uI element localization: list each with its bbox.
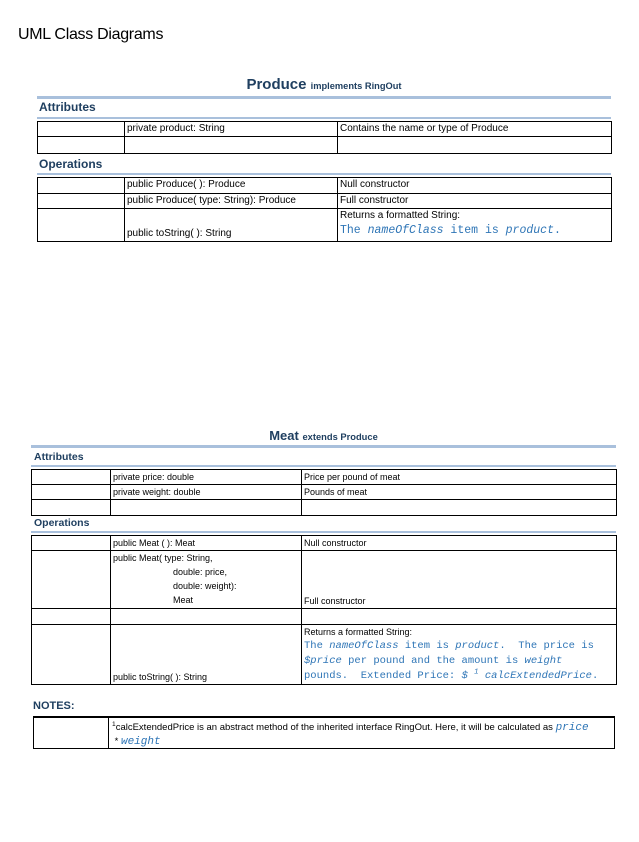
table-cell: [38, 209, 125, 242]
notes-text: [112, 721, 612, 749]
format-text: The: [304, 640, 330, 652]
notes-divider: [108, 718, 109, 748]
format-var: calcExtendedPrice: [478, 670, 592, 682]
format-var: product: [505, 224, 554, 237]
table-row: [32, 536, 617, 551]
signature-line: Meat: [173, 595, 194, 605]
produce-class-title: [37, 76, 611, 93]
produce-attributes-heading: Attributes: [39, 100, 96, 114]
meat-attributes-heading: Attributes: [34, 451, 84, 463]
produce-attributes-table: [37, 121, 612, 154]
meat-operations-heading: Operations: [34, 517, 90, 529]
signature-line: double: price,: [173, 567, 228, 577]
table-row: [38, 122, 612, 137]
format-var: $price: [304, 655, 342, 667]
format-text: item is: [443, 224, 506, 237]
format-text: per pound and the amount is: [341, 655, 525, 667]
meat-op-full-constructor: [111, 551, 302, 609]
meat-class-relation: extends Produce: [302, 432, 378, 442]
notes-body: calcExtendedPrice is an abstract method of the inherited interface RingOut. Here, it will be calculated as: [115, 722, 556, 733]
meat-attr-price-desc: Price per pound of meat: [302, 470, 617, 485]
table-cell: [111, 609, 302, 625]
meat-op-tostring-desc: [302, 625, 617, 685]
table-cell: [32, 536, 111, 551]
produce-op-tostring-desc: [338, 209, 612, 242]
meat-attributes-rule: [31, 465, 616, 467]
table-cell: [38, 122, 125, 137]
table-cell: [302, 609, 617, 625]
produce-attr-product: private product: String: [125, 122, 338, 137]
format-text: . The price is: [499, 640, 594, 652]
table-row: [32, 609, 617, 625]
format-text: .: [553, 224, 561, 237]
format-text: .: [591, 670, 599, 682]
signature-line: double: weight):: [173, 581, 237, 591]
footnote-marker: 1: [474, 668, 479, 677]
format-var: nameOfClass: [367, 224, 444, 237]
notes-operator: *: [112, 736, 121, 747]
table-row: [38, 194, 612, 209]
produce-op-full-constructor: public Produce( type: String): Produce: [125, 194, 338, 209]
format-text: pounds. Extended Price:: [304, 670, 462, 682]
table-row: [38, 178, 612, 194]
produce-class-name: Produce: [246, 76, 307, 93]
format-var: nameOfClass: [329, 640, 399, 652]
table-row: [32, 551, 617, 609]
table-row: [32, 485, 617, 500]
table-cell: [302, 500, 617, 516]
table-cell: [38, 137, 125, 154]
meat-operations-rule: [31, 531, 616, 533]
meat-tostring-desc-label: Returns a formatted String:: [304, 627, 413, 637]
meat-op-null-constructor-desc: Null constructor: [302, 536, 617, 551]
table-cell: [38, 178, 125, 194]
format-line: [304, 639, 614, 654]
format-line: [304, 669, 614, 684]
signature-line: public Meat( type: String,: [113, 553, 213, 563]
meat-title-rule: [31, 445, 616, 448]
produce-op-tostring: public toString( ): String: [125, 209, 338, 242]
notes-var: weight: [120, 736, 161, 748]
meat-attr-weight: private weight: double: [111, 485, 302, 500]
table-cell: [32, 485, 111, 500]
produce-attr-product-desc: Contains the name or type of Produce: [338, 122, 612, 137]
produce-operations-rule: [37, 173, 611, 175]
produce-operations-heading: Operations: [39, 157, 103, 171]
format-var: weight: [524, 655, 563, 667]
meat-op-tostring: public toString( ): String: [111, 625, 302, 685]
table-row: [38, 209, 612, 242]
produce-op-null-constructor: public Produce( ): Produce: [125, 178, 338, 194]
format-line: [304, 654, 614, 669]
table-cell: [32, 625, 111, 685]
table-cell: [32, 500, 111, 516]
table-cell: [32, 609, 111, 625]
produce-operations-table: [37, 177, 612, 242]
table-row: [32, 500, 617, 516]
produce-tostring-desc-label: Returns a formatted String:: [340, 210, 461, 221]
meat-op-null-constructor: public Meat ( ): Meat: [111, 536, 302, 551]
format-text: The: [340, 224, 368, 237]
meat-class-name: Meat: [269, 428, 299, 443]
table-cell: [32, 551, 111, 609]
format-var: $: [461, 670, 475, 682]
meat-operations-table: [31, 535, 617, 685]
table-cell: [125, 137, 338, 154]
produce-class-relation: implements RingOut: [310, 81, 402, 91]
meat-attr-weight-desc: Pounds of meat: [302, 485, 617, 500]
meat-class-title: [31, 428, 616, 443]
notes-var: price: [555, 722, 589, 734]
table-row: [32, 470, 617, 485]
table-cell: [32, 470, 111, 485]
produce-op-full-constructor-desc: Full constructor: [338, 194, 612, 209]
table-row: [38, 137, 612, 154]
meat-op-full-constructor-desc: Full constructor: [302, 551, 617, 609]
meat-tostring-format: [304, 639, 614, 684]
produce-tostring-format: [340, 223, 609, 239]
meat-attributes-table: [31, 469, 617, 516]
table-cell: [111, 500, 302, 516]
footnote-marker: 1: [112, 720, 116, 728]
format-var: product: [455, 640, 500, 652]
meat-attr-price: private price: double: [111, 470, 302, 485]
produce-op-null-constructor-desc: Null constructor: [338, 178, 612, 194]
produce-title-rule: [37, 96, 611, 99]
table-cell: [38, 194, 125, 209]
table-row: [32, 625, 617, 685]
page-title: UML Class Diagrams: [18, 26, 164, 43]
format-text: item is: [398, 640, 456, 652]
notes-heading: NOTES:: [33, 700, 75, 712]
notes-box: [33, 716, 615, 749]
produce-attributes-rule: [37, 117, 611, 119]
table-cell: [338, 137, 612, 154]
